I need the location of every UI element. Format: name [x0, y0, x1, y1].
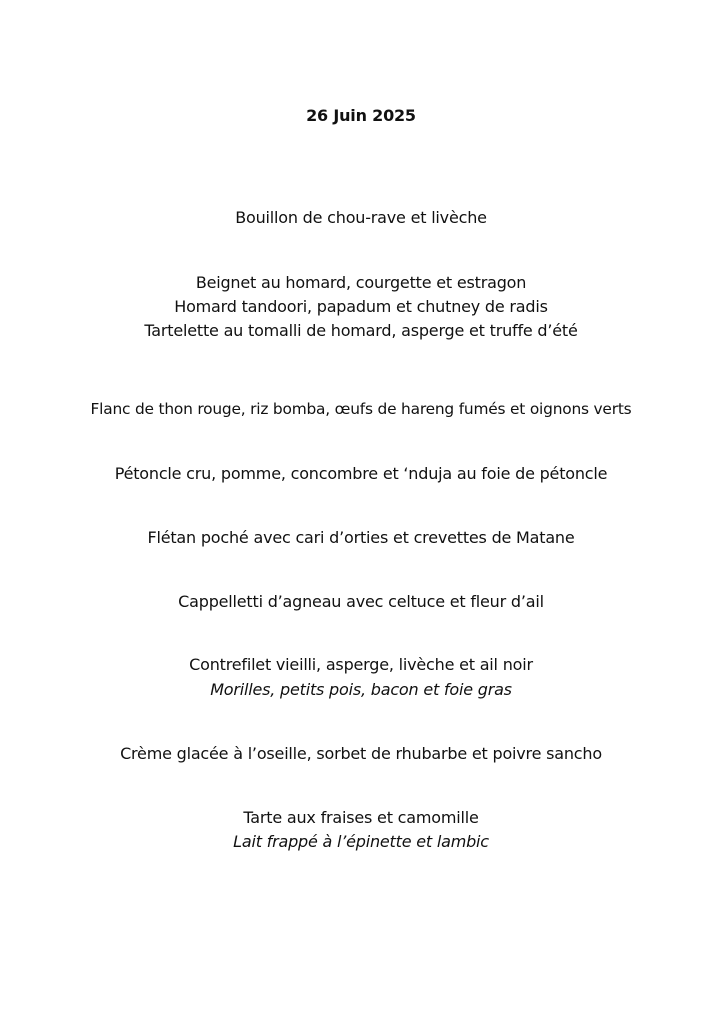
course-accompaniment: Lait frappé à l’épinette et lambic: [233, 832, 489, 851]
course-line: Homard tandoori, papadum et chutney de radis: [174, 297, 548, 316]
course-line: Bouillon de chou-rave et livèche: [235, 208, 487, 227]
course-line: Beignet au homard, courgette et estragon: [195, 273, 527, 292]
course-line: Flanc de thon rouge, riz bomba, œufs de hareng fumés et oignons verts: [90, 400, 632, 418]
course-line: Crème glacée à l’oseille, sorbet de rhubarbe et poivre sancho: [120, 744, 602, 763]
course-line: Tartelette au tomalli de homard, asperge et truffe d’été: [144, 321, 578, 340]
course-line: Pétoncle cru, pomme, concombre et ‘nduja au foie de pétoncle: [114, 464, 608, 483]
course-line: Tarte aux fraises et camomille: [243, 808, 479, 827]
course-accompaniment: Morilles, petits pois, bacon et foie gras: [210, 680, 512, 699]
course-line: Contrefilet vieilli, asperge, livèche et ail noir: [189, 655, 533, 674]
course-line: Cappelletti d’agneau avec celtuce et fleur d’ail: [178, 592, 544, 611]
menu-date: 26 Juin 2025: [306, 106, 416, 125]
course-line: Flétan poché avec cari d’orties et crevettes de Matane: [147, 528, 575, 547]
